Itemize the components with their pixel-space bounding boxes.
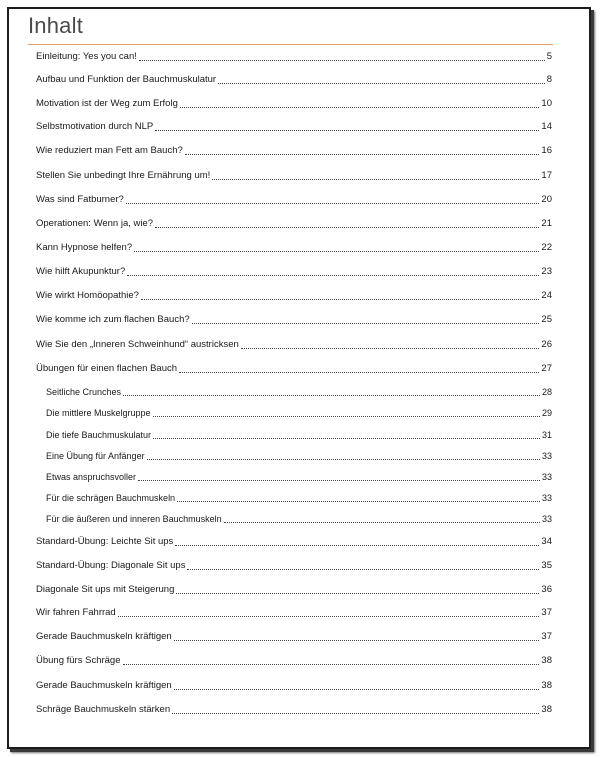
toc-page-number: 37 <box>541 631 552 642</box>
dot-leader <box>179 372 539 373</box>
toc-entry[interactable] <box>36 338 552 352</box>
toc-page-number: 16 <box>541 145 552 156</box>
toc-page-number: 33 <box>541 451 552 461</box>
toc-entry[interactable] <box>36 265 552 279</box>
toc-entry[interactable] <box>36 120 552 134</box>
dot-leader <box>212 179 539 180</box>
toc-entry-title: Wie hilft Akupunktur? <box>36 266 126 277</box>
toc-page-number: 34 <box>541 536 552 547</box>
toc-entry[interactable] <box>36 654 552 668</box>
dot-leader <box>224 522 540 523</box>
toc-entry-title: Operationen: Wenn ja, wie? <box>36 218 154 229</box>
toc-entry[interactable] <box>36 97 552 111</box>
toc-entry-title: Gerade Bauchmuskeln kräftigen <box>36 680 172 691</box>
toc-page-number: 36 <box>541 584 552 595</box>
dot-leader <box>241 348 540 349</box>
toc-page-number: 5 <box>546 51 552 62</box>
toc-subentry[interactable] <box>46 449 552 463</box>
dot-leader <box>177 501 540 502</box>
toc-entry[interactable] <box>36 144 552 158</box>
toc-page-number: 20 <box>541 194 552 205</box>
toc-entry[interactable] <box>36 73 552 87</box>
toc-entry[interactable] <box>36 241 552 255</box>
toc-entry[interactable] <box>36 679 552 693</box>
toc-entry[interactable] <box>36 50 552 64</box>
dot-leader <box>123 395 540 396</box>
toc-entry-title: Gerade Bauchmuskeln kräftigen <box>36 631 172 642</box>
dot-leader <box>118 616 540 617</box>
toc-entry-title: Diagonale Sit ups mit Steigerung <box>36 584 175 595</box>
toc-subentry[interactable] <box>46 406 552 420</box>
toc-entry-title: Übung fürs Schräge <box>36 655 121 666</box>
toc-entry-title: Kann Hypnose helfen? <box>36 242 133 253</box>
toc-entry[interactable] <box>36 362 552 376</box>
dot-leader <box>174 640 540 641</box>
toc-page-number: 17 <box>541 170 552 181</box>
toc-page-number: 31 <box>541 430 552 440</box>
toc-subentry[interactable] <box>46 470 552 484</box>
toc-entry-title: Wie komme ich zum flachen Bauch? <box>36 314 190 325</box>
toc-entry[interactable] <box>36 289 552 303</box>
toc-subentry[interactable] <box>46 385 552 399</box>
toc-subentry[interactable] <box>46 428 552 442</box>
toc-page-number: 38 <box>541 655 552 666</box>
toc-page-number: 8 <box>546 74 552 85</box>
toc-entry-title: Wie reduziert man Fett am Bauch? <box>36 145 183 156</box>
toc-page-number: 21 <box>541 218 552 229</box>
toc-page-number: 27 <box>541 363 552 374</box>
toc-entry-title: Schräge Bauchmuskeln stärken <box>36 704 171 715</box>
toc-entry[interactable] <box>36 535 552 549</box>
toc-page-number: 28 <box>541 387 552 397</box>
dot-leader <box>153 438 540 439</box>
toc-entry-title: Was sind Fatburner? <box>36 194 124 205</box>
toc-entry-title: Motivation ist der Weg zum Erfolg <box>36 98 178 109</box>
dot-leader <box>153 416 540 417</box>
toc-subentry[interactable] <box>46 491 552 505</box>
dot-leader <box>218 83 545 84</box>
dot-leader <box>141 299 539 300</box>
toc-entry-title: Selbstmotivation durch NLP <box>36 121 154 132</box>
toc-entry[interactable] <box>36 583 552 597</box>
toc-entry-title: Übungen für einen flachen Bauch <box>36 363 178 374</box>
dot-leader <box>138 480 540 481</box>
dot-leader <box>180 107 540 108</box>
toc-page-number: 29 <box>541 408 552 418</box>
dot-leader <box>175 545 539 546</box>
dot-leader <box>139 60 545 61</box>
toc-page-number: 38 <box>541 680 552 691</box>
toc-entry-title: Für die schrägen Bauchmuskeln <box>46 493 176 503</box>
dot-leader <box>155 130 539 131</box>
toc-page-number: 33 <box>541 514 552 524</box>
toc-entry-title: Die tiefe Bauchmuskulatur <box>46 430 152 440</box>
toc-page-number: 26 <box>541 339 552 350</box>
toc-entry-title: Wir fahren Fahrrad <box>36 607 116 618</box>
toc-entry[interactable] <box>36 217 552 231</box>
dot-leader <box>174 689 540 690</box>
toc-entry-title: Einleitung: Yes you can! <box>36 51 137 62</box>
toc-heading: Inhalt <box>28 13 84 38</box>
toc-entry-title: Wie wirkt Homöopathie? <box>36 290 139 301</box>
dot-leader <box>176 593 539 594</box>
toc-page-number: 23 <box>541 266 552 277</box>
dot-leader <box>126 203 540 204</box>
toc-entry[interactable] <box>36 606 552 620</box>
dot-leader <box>155 227 539 228</box>
toc-entry-title: Die mittlere Muskelgruppe <box>46 408 151 418</box>
toc-entry[interactable] <box>36 169 552 183</box>
toc-page-number: 33 <box>541 493 552 503</box>
dot-leader <box>187 569 539 570</box>
toc-entry-title: Seitliche Crunches <box>46 387 122 397</box>
toc-page-number: 14 <box>541 121 552 132</box>
toc-page-number: 35 <box>541 560 552 571</box>
toc-entry-title: Standard-Übung: Leichte Sit ups <box>36 536 174 547</box>
toc-entry-title: Stellen Sie unbedingt Ihre Ernährung um! <box>36 170 211 181</box>
dot-leader <box>123 664 540 665</box>
toc-entry[interactable] <box>36 630 552 644</box>
toc-entry-title: Eine Übung für Anfänger <box>46 451 145 461</box>
toc-page-number: 22 <box>541 242 552 253</box>
toc-entry-title: Etwas anspruchsvoller <box>46 472 137 482</box>
dot-leader <box>147 459 540 460</box>
toc-entry[interactable] <box>36 193 552 207</box>
toc-entry-title: Für die äußeren und inneren Bauchmuskeln <box>46 514 222 524</box>
toc-entry-title: Standard-Übung: Diagonale Sit ups <box>36 560 186 571</box>
toc-entry[interactable] <box>36 313 552 327</box>
toc-page-number: 24 <box>541 290 552 301</box>
dot-leader <box>185 154 540 155</box>
toc-entry-title: Wie Sie den „Inneren Schweinhund“ austricksen <box>36 339 239 350</box>
toc-page-number: 37 <box>541 607 552 618</box>
dot-leader <box>127 275 539 276</box>
dot-leader <box>134 251 539 252</box>
toc-entry[interactable] <box>36 559 552 573</box>
toc-page-number: 10 <box>541 98 552 109</box>
toc-subentry[interactable] <box>46 512 552 526</box>
toc-page-number: 33 <box>541 472 552 482</box>
toc-entry[interactable] <box>36 703 552 717</box>
dot-leader <box>192 323 540 324</box>
dot-leader <box>172 713 539 714</box>
toc-page-number: 38 <box>541 704 552 715</box>
toc-entry-title: Aufbau und Funktion der Bauchmuskulatur <box>36 74 217 85</box>
toc-page-number: 25 <box>541 314 552 325</box>
